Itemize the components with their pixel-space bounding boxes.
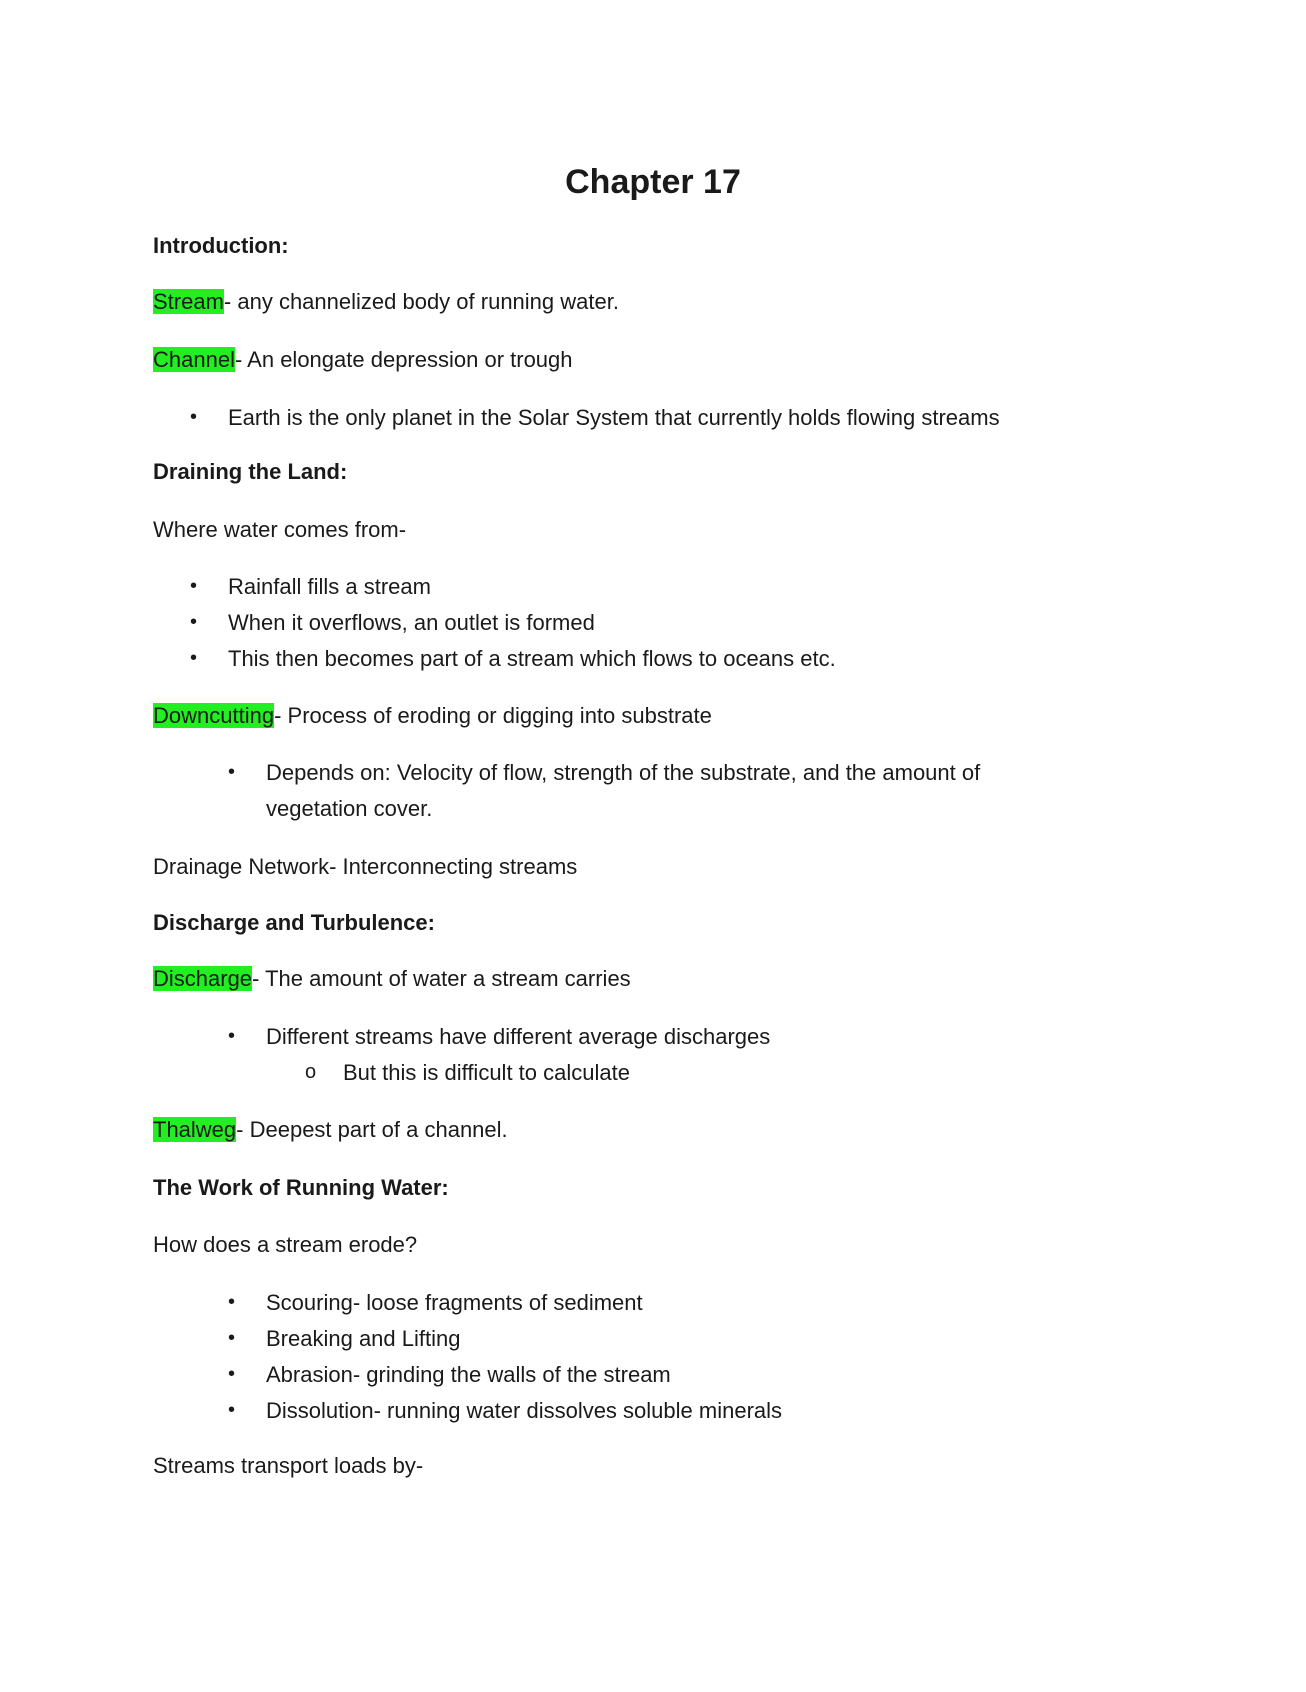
term-channel: Channel [153, 347, 235, 372]
definition-stream [153, 288, 619, 316]
list-item: When it overflows, an outlet is formed [228, 610, 595, 635]
definition-text: - Deepest part of a channel. [236, 1117, 508, 1142]
page-title: Chapter 17 [565, 163, 741, 201]
heading-draining-the-land: Draining the Land: [153, 459, 348, 484]
list-item: Abrasion- grinding the walls of the stream [266, 1362, 671, 1387]
bullet-icon: • [190, 406, 198, 428]
term-stream: Stream [153, 289, 224, 314]
paragraph-water-source: Where water comes from- [153, 517, 407, 542]
heading-work-of-running-water: The Work of Running Water: [153, 1175, 449, 1200]
list-item: Scouring- loose fragments of sediment [266, 1290, 643, 1315]
bullet-icon: • [228, 1025, 236, 1047]
bullet-icon: • [228, 1363, 236, 1385]
bullet-icon: • [190, 575, 198, 597]
bullet-icon: • [228, 1399, 236, 1421]
definition-text: - An elongate depression or trough [234, 347, 573, 372]
list-item: Dissolution- running water dissolves soluble minerals [266, 1398, 783, 1423]
sub-bullet-marker: o [305, 1061, 317, 1083]
list-item: Different streams have different average discharges [266, 1024, 771, 1049]
list-item: This then becomes part of a stream which flows to oceans etc. [228, 646, 836, 671]
list-item-continuation: vegetation cover. [266, 796, 433, 821]
paragraph-how-erode: How does a stream erode? [153, 1232, 418, 1257]
heading-discharge-and-turbulence: Discharge and Turbulence: [153, 910, 435, 935]
definition-channel [153, 346, 573, 374]
definition-text: - Process of eroding or digging into substrate [274, 703, 712, 728]
definition-discharge [153, 965, 631, 993]
term-discharge: Discharge [153, 966, 253, 991]
definition-text: - The amount of water a stream carries [252, 966, 631, 991]
bullet-icon: • [190, 611, 198, 633]
bullet-icon: • [228, 1291, 236, 1313]
sub-list-item: But this is difficult to calculate [343, 1060, 630, 1085]
heading-introduction: Introduction: [153, 233, 289, 258]
paragraph-transport-loads: Streams transport loads by- [153, 1453, 424, 1478]
definition-text: - any channelized body of running water. [223, 289, 619, 314]
list-item: Breaking and Lifting [266, 1326, 461, 1351]
bullet-icon: • [228, 761, 236, 783]
paragraph-drainage-network: Drainage Network- Interconnecting streams [153, 854, 578, 879]
list-item: Rainfall fills a stream [228, 574, 431, 599]
definition-thalweg [153, 1116, 508, 1144]
definition-downcutting [153, 702, 712, 730]
list-item: Earth is the only planet in the Solar System that currently holds flowing streams [228, 405, 1000, 430]
term-downcutting: Downcutting [153, 703, 275, 728]
term-thalweg: Thalweg [153, 1117, 237, 1142]
bullet-icon: • [228, 1327, 236, 1349]
bullet-icon: • [190, 647, 198, 669]
list-item: Depends on: Velocity of flow, strength of the substrate, and the amount of [266, 760, 981, 785]
